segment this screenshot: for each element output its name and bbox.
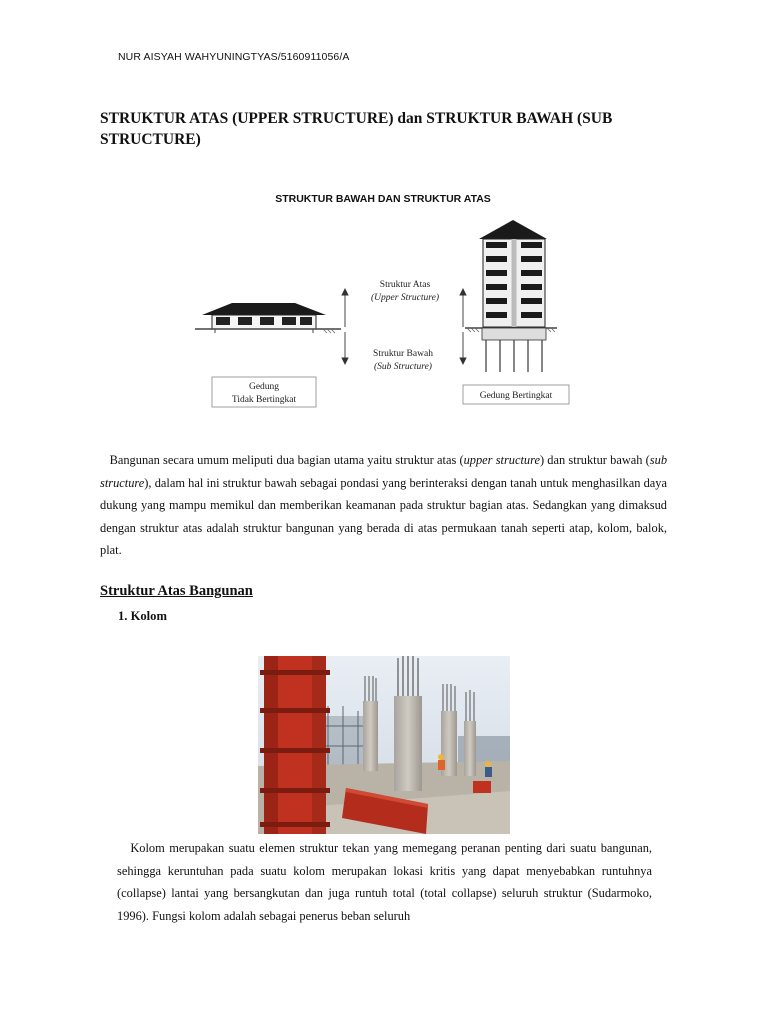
intro-text-1: Bangunan secara umum meliputi dua bagian utama yaitu struktur atas ( <box>109 453 464 467</box>
section-heading: Struktur Atas Bangunan <box>100 583 253 599</box>
intro-text-2: ) dan struktur bawah ( <box>539 453 650 467</box>
structure-diagram <box>195 182 571 414</box>
left-caption-line1: Gedung <box>248 382 280 392</box>
sub-structure-label-en: (Sub Structure) <box>374 362 432 372</box>
column-construction-photo <box>258 656 510 834</box>
column-paragraph-text: Kolom merupakan suatu elemen struktur tekan yang memegang peranan penting dari suatu bangunan, sehingga keruntuhan pada suatu kolom merupakan lokasi kritis yang dapat menyebabkan runtuhnya (collapse) lantai yang bersangkutan dan juga runtuh total (total collapse) seluruh struktur (Sudarmoko, 1996). Fungsi kolom adalah sebagai penerus beban seluruh <box>117 841 652 923</box>
page-header: NUR AISYAH WAHYUNINGTYAS/5160911056/A <box>118 51 350 63</box>
diagram-heading: STRUKTUR BAWAH DAN STRUKTUR ATAS <box>275 193 491 205</box>
intro-emphasis-upper: upper structure <box>463 453 540 467</box>
intro-paragraph <box>100 449 667 562</box>
intro-text-3: ), dalam hal ini struktur bawah sebagai pondasi yang berinteraksi dengan tanah untuk menghasilkan daya dukung yang mampu memikul dan memberikan keamanan pada struktur bagian atas. Sedangkan yang dimaksud dengan struktur atas adalah struktur bangunan yang berada di atas permukaan tanah seperti atap, kolom, balok, plat. <box>100 475 667 558</box>
upper-structure-label-en: (Upper Structure) <box>371 293 439 303</box>
sub-structure-label: Struktur Bawah <box>373 349 433 359</box>
document-title: STRUKTUR ATAS (UPPER STRUCTURE) dan STRUKTUR BAWAH (SUB STRUCTURE) <box>100 110 613 148</box>
intro-emphasis-sub: sub structure <box>100 453 668 490</box>
subsection-heading: 1. Kolom <box>118 609 167 623</box>
column-paragraph <box>117 837 652 927</box>
red-formwork-column <box>260 656 330 834</box>
right-caption: Gedung Bertingkat <box>479 391 553 401</box>
upper-structure-label: Struktur Atas <box>379 280 431 290</box>
left-caption-line2: Tidak Bertingkat <box>231 395 297 405</box>
